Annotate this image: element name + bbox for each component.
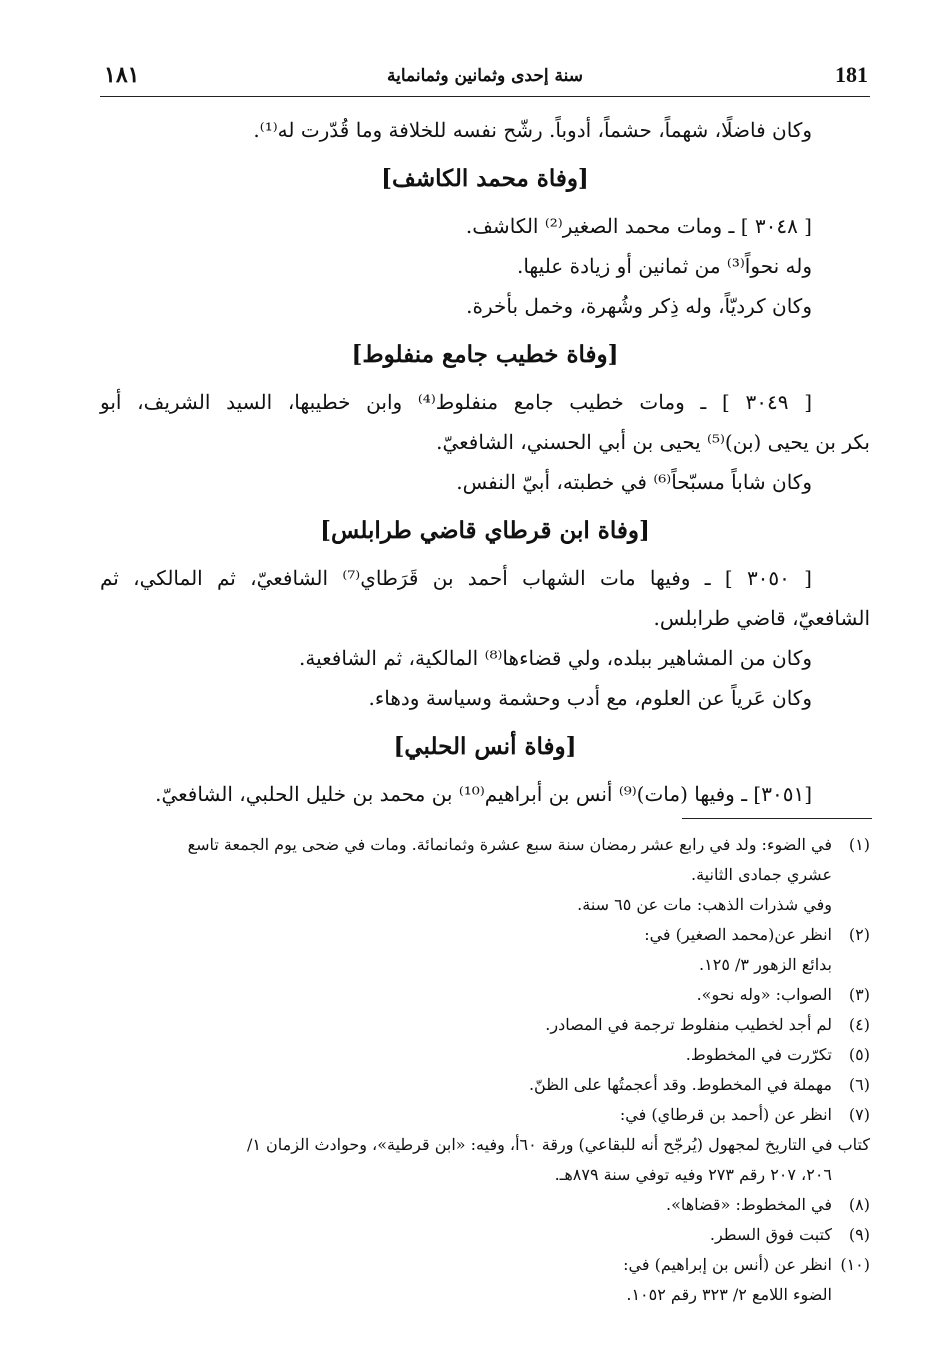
footnote-text: بدائع الزهور ٣/ ١٢٥. xyxy=(699,955,832,974)
footnote-text: انظر عن (أنس بن إبراهيم) في: xyxy=(623,1255,832,1274)
footnote-text: الصواب: «وله نحو». xyxy=(696,985,832,1004)
footnote xyxy=(100,1010,870,1040)
footnote-text: تكرّرت في المخطوط. xyxy=(685,1045,832,1064)
text-line: الشافعيّ، قاضي طرابلس. xyxy=(653,606,870,630)
text-line: [٣٠٥١] ـ وفيها (مات)⁽⁹⁾ أنس بن أبراهيم⁽¹⁰⁾ بن محمد بن خليل الحلبي، الشافعيّ. xyxy=(155,782,812,806)
footnote-text: عشري جمادى الثانية. xyxy=(691,865,832,884)
footnotes xyxy=(100,830,870,1310)
footnote-text: وفي شذرات الذهب: مات عن ٦٥ سنة. xyxy=(577,895,832,914)
footnote-number: (٣) xyxy=(848,985,870,1004)
footnote-number: (٢) xyxy=(848,925,870,944)
text-line: وكان كرديّاً، وله ذِكر وشُهرة، وخمل بأخرة. xyxy=(466,294,812,318)
text-line: بكر بن يحيى (بن)⁽⁵⁾ يحيى بن أبي الحسني، الشافعيّ. xyxy=(436,430,870,454)
footnote-text: في المخطوط: «قضاها». xyxy=(665,1195,832,1214)
footnote-number: (٧) xyxy=(848,1105,870,1124)
main-text xyxy=(100,110,870,814)
footnote-number: (٨) xyxy=(848,1195,870,1214)
footnote-text: انظر عن (أحمد بن قرطاي) في: xyxy=(619,1105,832,1124)
text-line: وله نحواً⁽³⁾ من ثمانين أو زيادة عليها. xyxy=(516,254,812,278)
text-line: [ ٣٠٤٩ ] ـ ومات خطيب جامع منفلوط⁽⁴⁾ وابن خطيبها، السيد الشريف، أبو xyxy=(100,390,812,414)
footnote-number: (٩) xyxy=(848,1225,870,1244)
text-line: وكان عَرياً عن العلوم، مع أدب وحشمة وسياسة ودهاء. xyxy=(368,686,812,710)
page-number-latin: 181 xyxy=(835,62,868,87)
section-heading: [وفاة محمد الكاشف] xyxy=(381,165,589,192)
footnote xyxy=(100,1220,870,1250)
footnote-number: (٦) xyxy=(848,1075,870,1094)
footnote xyxy=(100,1040,870,1070)
text-line: وكان من المشاهير ببلده، ولي قضاءها⁽⁸⁾ المالكية، ثم الشافعية. xyxy=(299,646,812,670)
running-title: سنة إحدى وثمانين وثمانماية xyxy=(387,66,583,86)
text-line: [ ٣٠٤٨ ] ـ ومات محمد الصغير⁽²⁾ الكاشف. xyxy=(465,214,812,238)
section-heading: [وفاة خطيب جامع منفلوط] xyxy=(351,341,619,368)
footnote xyxy=(100,1190,870,1220)
section-heading: [وفاة أنس الحلبي] xyxy=(393,733,577,760)
page-number-arabic: ١٨١ xyxy=(104,62,140,88)
footnote-number: (١) xyxy=(848,835,870,854)
footnote-text: ٢٠٦، ٢٠٧ رقم ٢٧٣ وفيه توفي سنة ٨٧٩هـ. xyxy=(554,1165,832,1184)
footnote-number: (١٠) xyxy=(840,1255,870,1274)
footnote xyxy=(100,980,870,1010)
footnote xyxy=(100,920,870,950)
footnote xyxy=(100,1250,870,1280)
footnote xyxy=(100,1070,870,1100)
footnote-number: (٥) xyxy=(848,1045,870,1064)
text-line: وكان فاضلًا، شهماً، حشماً، أدوباً. رشّح نفسه للخلافة وما قُدّرت له⁽¹⁾. xyxy=(253,118,812,142)
text-line: وكان شاباً مسبّحاً⁽⁶⁾ في خطبته، أبيّ النفس. xyxy=(456,470,812,494)
page-header xyxy=(100,60,870,97)
footnote-text: في الضوء: ولد في رابع عشر رمضان سنة سبع عشرة وثمانمائة. ومات في ضحى يوم الجمعة تاسع xyxy=(187,835,832,854)
footnote-divider xyxy=(682,818,872,819)
footnote xyxy=(100,830,870,860)
section-heading: [وفاة ابن قرطاي قاضي طرابلس] xyxy=(320,517,650,544)
footnote-text: كتاب في التاريخ لمجهول (يُرجّح أنه للبقاعي) ورقة ٦٠أ، وفيه: «ابن قرطية»، وحوادث الزمان ١/ xyxy=(246,1135,870,1154)
footnote-text: الضوء اللامع ٢/ ٣٢٣ رقم ١٠٥٢. xyxy=(626,1285,832,1304)
footnote xyxy=(100,1100,870,1130)
footnote-text: انظر عن(محمد الصغير) في: xyxy=(644,925,832,944)
footnote-text: لم أجد لخطيب منفلوط ترجمة في المصادر. xyxy=(545,1015,832,1034)
footnote-number: (٤) xyxy=(848,1015,870,1034)
footnote-text: مهملة في المخطوط. وقد أعجمتُها على الظنّ. xyxy=(528,1075,832,1094)
text-line: [ ٣٠٥٠ ] ـ وفيها مات الشهاب أحمد بن قَرَطاي⁽⁷⁾ الشافعيّ، ثم المالكي، ثم xyxy=(100,566,812,590)
footnote-text: كتبت فوق السطر. xyxy=(709,1225,832,1244)
